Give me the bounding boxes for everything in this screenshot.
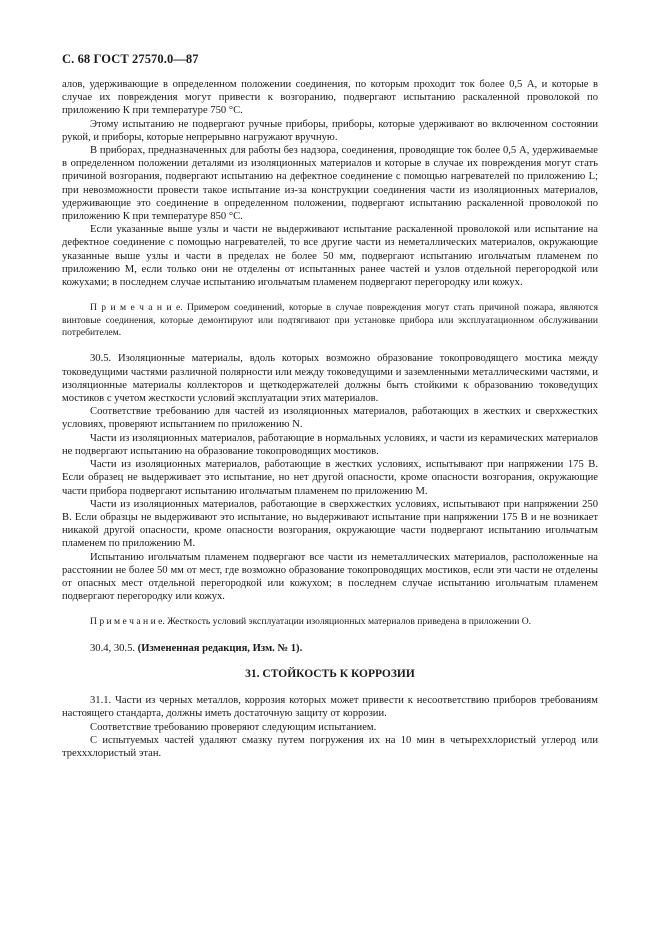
paragraph: алов, удерживающие в определенном положении соединения, по которым проходит ток более 0,5 А, и которые в случае их повреждения могут привести к возгоранию, подвергают испытанию раскаленной проволокой по приложению К при температуре 750 °С. [62,79,598,117]
page-header: С. 68 ГОСТ 27570.0—87 [62,52,199,66]
paragraph: Соответствие требованию для частей из изоляционных материалов, работающих в жестких и сверхжестких условиях, проверяют испытанием по приложению N. [62,406,598,431]
section-title: 31. СТОЙКОСТЬ К КОРРОЗИИ [245,667,415,680]
amendment-note [62,642,598,655]
note-label: П р и м е ч а н и е. [90,302,183,314]
paragraph: Этому испытанию не подвергают ручные приборы, приборы, которые удерживают во включенном состоянии рукой, и приборы, которые непрерывно нагружают вручную. [62,118,598,143]
amendment-label: (Измененная редакция, Изм. № 1). [137,642,303,654]
paragraph: В приборах, предназначенных для работы без надзора, соединения, проводящие ток более 0,5 А, удерживаемые в определенном положении деталями из изоляционных материалов и которые в случае их повреждения могут стать причиной возгорания, подвергают испытанию на дефектное соединение с помощью нагревателей по приложению L; при невозможности провести такое испытание из-за конструкции соединения части из изоляционных материалов, удерживающие это соединение в определенном положении, подвергают испытанию раскаленной проволокой по приложению К при температуре 850 °С. [62,145,598,223]
note-text: Примером соединений, которые в случае повреждения могут стать причиной пожара, являются винтовые соединения, которые демонтируют или подтягивают при установке прибора или эксплуатационном обслуживании потребителем. [62,302,598,339]
paragraph: Соответствие требованию проверяют следующим испытанием. [90,721,377,733]
paragraph: Если указанные выше узлы и части не выдерживают испытание раскаленной проволокой или испытание на дефектное соединение с помощью нагревателей, то все другие части из неметаллических материалов, окружающие указанные выше узлы и части в пределах не более 50 мм, подвергают испытанию игольчатым пламенем по приложению М, если только они не отделены от испытанных ранее частей и узлов отдельной перегородкой или кожухами; в последнем случае испытанию игольчатым пламенем подвергают перегородку или кожух. [62,224,598,289]
paragraph: С испытуемых частей удаляют смазку путем погружения их на 10 мин в четыреххлористый углерод или трехххлористый этан. [62,734,598,759]
paragraph: 31.1. Части из черных металлов, коррозия которых может привести к несоответствию приборов требованиям настоящего стандарта, должны иметь достаточную защиту от коррозии. [62,695,598,720]
paragraph: Части из изоляционных материалов, работающие в нормальных условиях, и части из керамических материалов не подвергают испытанию на образование токопроводящих мостиков. [62,432,598,457]
paragraph: 30.5. Изоляционные материалы, вдоль которых возможно образование токопроводящего мостика между токоведущими частями различной полярности или между токоведущими и заземленными металлическими частями, и изоляционные материалы коллекторов и щеткодержателей должны быть стойкими к образованию токоведущих мостиков с учетом жесткости условий эксплуатации этих материалов. [62,353,598,405]
note-text: Жесткость условий эксплуатации изоляционных материалов приведена в приложении О. [164,616,532,628]
note [62,616,598,628]
note-label: П р и м е ч а н и е. [90,616,165,628]
document-body [62,78,598,760]
paragraph: Испытанию игольчатым пламенем подвергают все части из неметаллических материалов, расположенные на расстоянии не более 50 мм от мест, где возможно образование токопроводящих мостиков, если эти части не отделены от опасных мест отдельной перегородкой или кожухом; в последнем случае испытанию игольчатым пламенем подвергают перегородку или кожух. [62,551,598,603]
amendment-ref: 30.4, 30.5. [90,642,138,654]
paragraph: Части из изоляционных материалов, работающие в жестких условиях, испытывают при напряжении 175 В. Если образец не выдерживает это испытание, но нет другой опасности, кроме опасности возгорания, окружающие части прибора подвергают испытанию игольчатым пламенем по приложению М. [62,459,598,497]
note [62,302,598,339]
paragraph: Части из изоляционных материалов, работающие в сверхжестких условиях, испытывают при напряжении 250 В. Если образцы не выдерживают это испытание, но выдерживают испытание при напряжении 175 В и не возникает никакой другой опасности, кроме опасности возгорания, окружающие части подвергают испытанию игольчатым пламенем по приложению М. [62,498,598,550]
